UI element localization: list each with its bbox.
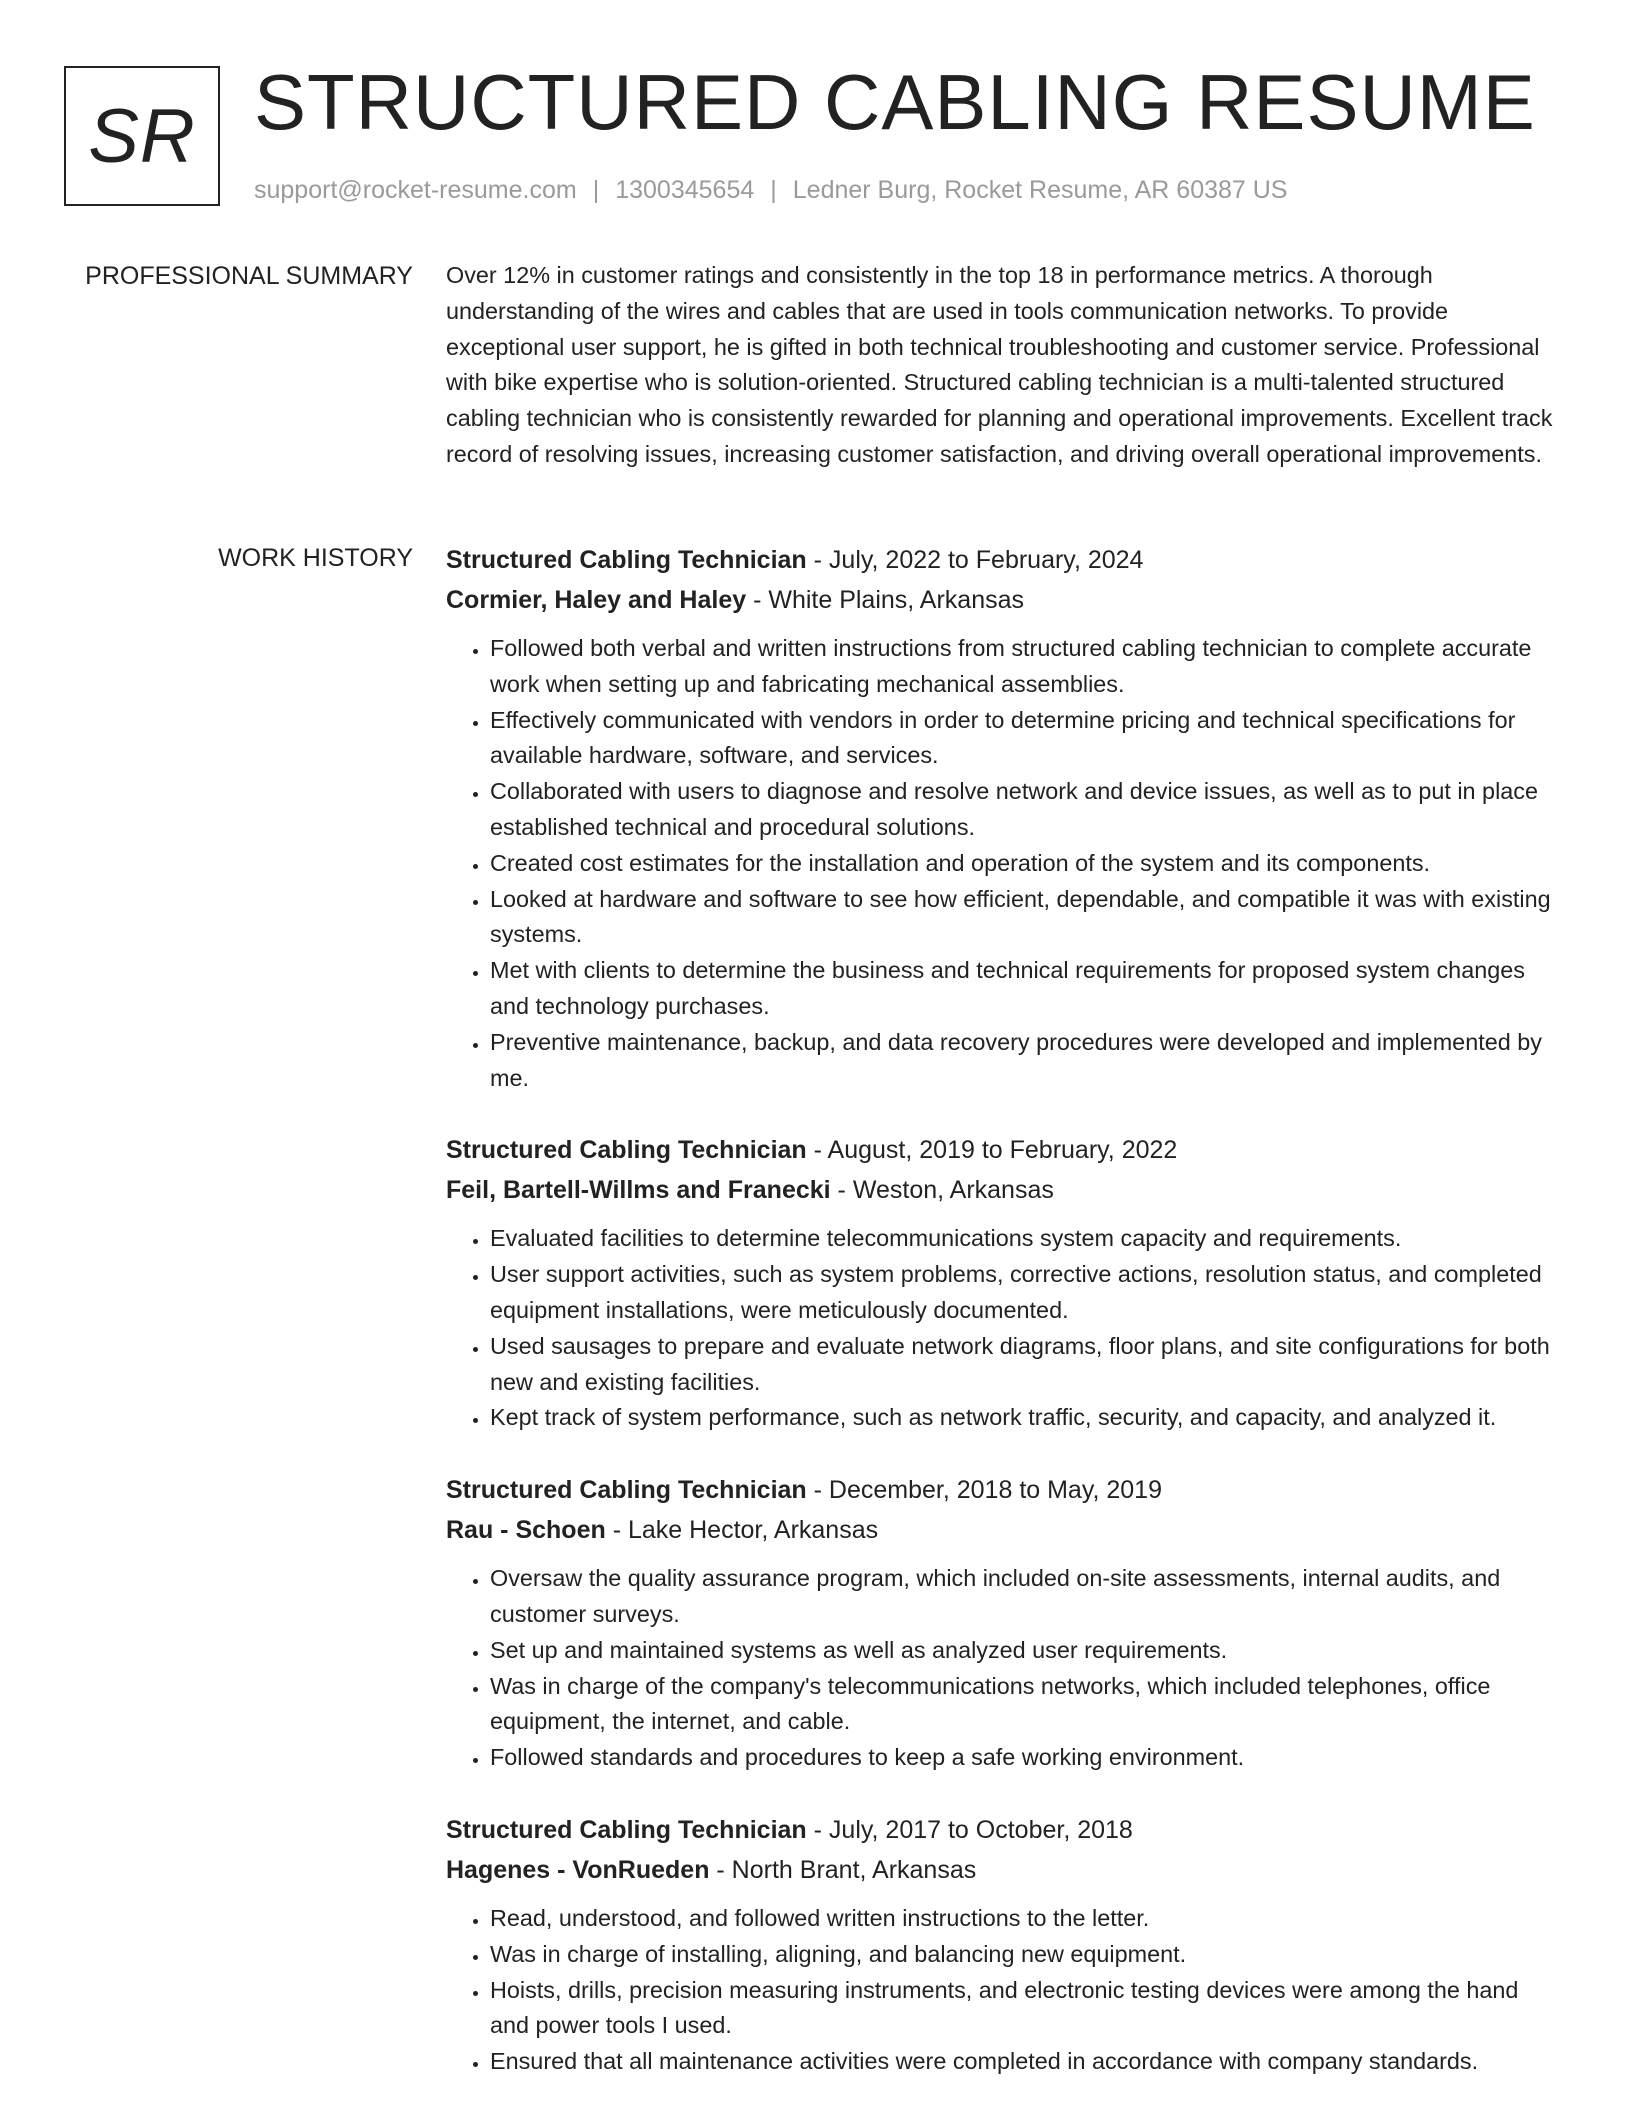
resume-title: STRUCTURED CABLING RESUME [254,58,1536,146]
job-company-line [446,1170,1558,1210]
job-title: Structured Cabling Technician [446,1815,807,1844]
monogram-initials: SR [88,93,196,179]
job-bullet-item: • Met with clients to determine the business and technical requirements for proposed system changes and technology purchases. [490,953,1558,1025]
job-dates: - August, 2019 to February, 2022 [806,1136,1178,1165]
job-bullet-item: • Collaborated with users to diagnose and resolve network and device issues, as well as to put in place established technical and procedural solutions. [490,774,1558,846]
job-bullet-item: • User support activities, such as system problems, corrective actions, resolution status, and completed equipment installations, were meticulously documented. [490,1257,1558,1329]
job-bullet-list [446,1221,1558,1436]
job-bullet-item: • Read, understood, and followed written instructions to the letter. [490,1901,1558,1937]
job-bullet-item: • Looked at hardware and software to see how efficient, dependable, and compatible it was with existing systems. [490,882,1558,954]
job-company-line [446,1850,1558,1890]
job-entry [446,1130,1558,1436]
contact-address: Ledner Burg, Rocket Resume, AR 60387 US [792,176,1288,204]
job-dates: - July, 2022 to February, 2024 [806,546,1144,574]
contact-phone: 1300345654 [615,176,755,204]
job-location: - Weston, Arkansas [830,1176,1054,1205]
job-bullet-item: • Oversaw the quality assurance program, which included on-site assessments, internal audits, and customer surveys. [490,1561,1558,1633]
job-bullet-item: • Was in charge of installing, aligning, and balancing new equipment. [490,1937,1558,1973]
job-company: Rau - Schoen [446,1516,606,1545]
job-company: Cormier, Haley and Haley [446,586,747,614]
section-label-work-history: WORK HISTORY [218,544,413,572]
contact-separator: | [592,176,600,204]
job-dates: - July, 2017 to October, 2018 [806,1815,1133,1844]
job-bullet-list [446,1901,1558,2080]
job-bullet-item: • Evaluated facilities to determine telecommunications system capacity and requirements. [490,1221,1558,1257]
contact-line [254,174,1287,206]
contact-email: support@rocket-resume.com [254,176,577,204]
job-bullet-item: • Followed both verbal and written instructions from structured cabling technician to complete accurate work when setting up and fabricating mechanical assemblies. [490,631,1558,703]
job-bullet-item: • Set up and maintained systems as well as analyzed user requirements. [490,1633,1558,1669]
job-location: - White Plains, Arkansas [746,586,1025,614]
job-bullet-item: • Preventive maintenance, backup, and data recovery procedures were developed and implemented by me. [490,1025,1558,1097]
job-bullet-item: • Hoists, drills, precision measuring instruments, and electronic testing devices were among the hand and power tools I used. [490,1973,1558,2045]
job-title-line [446,540,1558,580]
section-label-summary: PROFESSIONAL SUMMARY [85,262,413,290]
job-title: Structured Cabling Technician [446,546,807,574]
contact-separator: | [770,176,777,204]
summary-paragraph: Over 12% in customer ratings and consistently in the top 18 in performance metrics. A thorough understanding of the wires and cables that are used in tools communication networks. To provide exceptional user support, he is gifted in both technical troubleshooting and customer service. Professional with bike expertise who is solution-oriented. Structured cabling technician is a multi-talented structured cabling technician who is consistently rewarded for planning and operational improvements. Excellent track record of resolving issues, increasing customer satisfaction, and driving overall operational improvements. [446,262,1553,467]
job-entry [446,1470,1558,1776]
job-title-line [446,1470,1558,1510]
job-entry [446,540,1558,1096]
job-bullet-list [446,1561,1558,1776]
monogram-badge [64,66,220,206]
job-bullet-item: • Was in charge of the company's telecommunications networks, which included telephones, office equipment, the internet, and cable. [490,1669,1558,1741]
job-title: Structured Cabling Technician [446,1476,807,1505]
job-bullet-item: • Used sausages to prepare and evaluate network diagrams, floor plans, and site configurations for both new and existing facilities. [490,1329,1558,1401]
job-company-line [446,1510,1558,1550]
job-bullet-item: • Created cost estimates for the installation and operation of the system and its components. [490,846,1558,882]
job-title-line [446,1130,1558,1170]
job-bullet-item: • Kept track of system performance, such as network traffic, security, and capacity, and analyzed it. [490,1400,1558,1436]
job-dates: - December, 2018 to May, 2019 [806,1476,1162,1505]
job-bullet-list [446,631,1558,1096]
job-title: Structured Cabling Technician [446,1136,807,1165]
job-company: Feil, Bartell-Willms and Franecki [446,1176,831,1205]
job-entry [446,1810,1558,2080]
job-bullet-item: • Ensured that all maintenance activities were completed in accordance with company standards. [490,2044,1558,2080]
job-company-line [446,580,1558,620]
job-bullet-item: • Followed standards and procedures to keep a safe working environment. [490,1740,1558,1776]
job-location: - Lake Hector, Arkansas [605,1516,879,1545]
job-location: - North Brant, Arkansas [709,1855,977,1884]
job-company: Hagenes - VonRueden [446,1855,710,1884]
work-history-list [446,540,1558,2114]
job-bullet-item: • Effectively communicated with vendors in order to determine pricing and technical specifications for available hardware, software, and services. [490,703,1558,775]
job-title-line [446,1810,1558,1850]
